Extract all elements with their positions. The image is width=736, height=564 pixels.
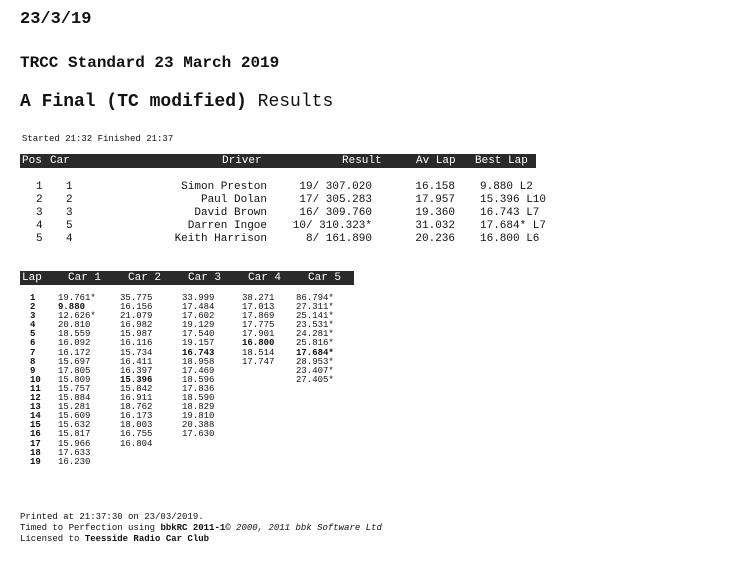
lap-time: 18.762 <box>120 402 153 413</box>
lap-time: 24.281* <box>296 329 334 340</box>
lap-number: 14 <box>30 411 41 422</box>
lap-times-car-2 <box>120 294 152 449</box>
result-car: 5 <box>66 220 73 232</box>
lap-time: 86.794* <box>296 293 334 303</box>
result-av-lap: 16.158 <box>415 181 455 193</box>
lap-time: 33.999 <box>182 293 215 303</box>
lap-time: 16.156 <box>120 302 153 313</box>
results-header-bar <box>20 154 536 168</box>
lap-time: 20.810 <box>58 320 91 331</box>
lap-header-car5: Car 5 <box>308 272 342 284</box>
result-pos: 3 <box>36 207 43 219</box>
result-value: 16/ 309.760 <box>299 207 372 219</box>
lap-number: 1 <box>30 293 36 303</box>
result-best-lap: 16.800 L6 <box>480 233 540 245</box>
lap-time: 18.003 <box>120 420 153 431</box>
lap-time: 25.816* <box>296 338 334 349</box>
race-label: Results <box>257 92 334 112</box>
lap-time: 15.396 <box>120 374 153 385</box>
lap-time: 16.911 <box>120 393 153 404</box>
result-pos: 1 <box>36 181 43 193</box>
lap-time: 15.632 <box>58 420 91 431</box>
lap-number: 5 <box>30 329 36 340</box>
lap-time: 23.407* <box>296 365 334 376</box>
result-av-lap: 19.360 <box>415 207 455 219</box>
lap-time: 16.800 <box>242 338 275 349</box>
result-av-lap: 20.236 <box>415 233 455 245</box>
col-header-car: Car <box>50 155 70 167</box>
lap-number: 2 <box>30 302 36 313</box>
lap-number: 10 <box>30 374 41 385</box>
lap-time: 19.810 <box>182 411 215 422</box>
race-heading <box>20 92 333 112</box>
timed-software: bbkRC 2011-1 <box>160 523 226 533</box>
timed-prefix: Timed to Perfection using <box>20 523 161 533</box>
lap-time: 18.958 <box>182 356 215 367</box>
result-av-lap: 17.957 <box>415 194 455 206</box>
result-value: 17/ 305.283 <box>299 194 372 206</box>
lap-time: 15.884 <box>58 393 91 404</box>
lap-time: 23.531* <box>296 320 334 331</box>
result-best-lap: 16.743 L7 <box>480 207 540 219</box>
lap-time: 35.775 <box>120 293 153 303</box>
lap-time: 17.805 <box>58 365 91 376</box>
lap-time: 17.013 <box>242 302 275 313</box>
lap-time: 17.747 <box>242 356 275 367</box>
result-car: 4 <box>66 233 73 245</box>
licensed-prefix: Licensed to <box>20 534 85 544</box>
lap-number: 6 <box>30 338 36 349</box>
result-value: 19/ 307.020 <box>299 181 372 193</box>
col-header-best-lap: Best Lap <box>475 155 528 167</box>
lap-number-column <box>30 294 41 467</box>
lap-number: 13 <box>30 402 41 413</box>
lap-times-car-3 <box>182 294 214 440</box>
lap-time: 17.469 <box>182 365 215 376</box>
lap-time: 17.602 <box>182 311 215 322</box>
lap-number: 16 <box>30 429 41 440</box>
result-best-lap: 17.684* L7 <box>480 220 547 232</box>
lap-time: 38.271 <box>242 293 275 303</box>
result-car: 2 <box>66 194 73 206</box>
result-value: 10/ 310.323* <box>292 220 372 232</box>
lap-time: 16.804 <box>120 438 153 449</box>
race-name: A Final (TC modified) <box>20 92 247 112</box>
col-header-driver: Driver <box>222 155 262 167</box>
lap-time: 15.697 <box>58 356 91 367</box>
timed-line <box>20 523 382 533</box>
timed-suffix: © 2000, 2011 bbk Software Ltd <box>225 523 382 533</box>
lap-time: 16.116 <box>120 338 153 349</box>
lap-time: 19.129 <box>182 320 215 331</box>
result-pos: 5 <box>36 233 43 245</box>
lap-time: 17.633 <box>58 447 91 458</box>
lap-time: 15.987 <box>120 329 153 340</box>
lap-number: 9 <box>30 365 36 376</box>
col-header-av-lap: Av Lap <box>416 155 456 167</box>
lap-header-car1: Car 1 <box>68 272 102 284</box>
lap-time: 16.172 <box>58 347 91 358</box>
laps-header-bar <box>20 271 354 285</box>
lap-time: 16.743 <box>182 347 215 358</box>
lap-time: 16.982 <box>120 320 153 331</box>
start-finish-times: Started 21:32 Finished 21:37 <box>22 134 174 144</box>
lap-time: 17.836 <box>182 383 215 394</box>
lap-time: 18.596 <box>182 374 215 385</box>
result-pos: 4 <box>36 220 43 232</box>
licensed-line <box>20 534 209 544</box>
lap-time: 18.514 <box>242 347 275 358</box>
lap-header-car2: Car 2 <box>128 272 162 284</box>
licensed-club: Teesside Radio Car Club <box>84 534 210 544</box>
col-header-pos: Pos <box>22 155 42 167</box>
lap-times-car-4 <box>242 294 274 367</box>
result-value: 8/ 161.890 <box>305 233 372 245</box>
lap-time: 17.630 <box>182 429 215 440</box>
lap-time: 15.966 <box>58 438 91 449</box>
lap-time: 16.092 <box>58 338 91 349</box>
event-title: TRCC Standard 23 March 2019 <box>20 54 280 72</box>
lap-time: 17.684* <box>296 347 334 358</box>
lap-time: 15.817 <box>58 429 91 440</box>
lap-time: 15.281 <box>58 402 91 413</box>
lap-number: 15 <box>30 420 41 431</box>
result-driver: Keith Harrison <box>174 233 267 245</box>
lap-time: 16.397 <box>120 365 153 376</box>
lap-time: 17.484 <box>182 302 215 313</box>
lap-time: 19.157 <box>182 338 215 349</box>
lap-time: 20.388 <box>182 420 215 431</box>
lap-time: 17.901 <box>242 329 275 340</box>
result-av-lap: 31.032 <box>415 220 455 232</box>
col-header-result: Result <box>342 155 382 167</box>
lap-time: 17.540 <box>182 329 215 340</box>
lap-time: 27.311* <box>296 302 334 313</box>
lap-time: 9.880 <box>58 302 86 313</box>
lap-time: 27.405* <box>296 374 334 385</box>
result-best-lap: 9.880 L2 <box>480 181 533 193</box>
lap-time: 25.141* <box>296 311 334 322</box>
lap-time: 17.775 <box>242 320 275 331</box>
lap-number: 19 <box>30 456 41 467</box>
lap-number: 17 <box>30 438 41 449</box>
result-car: 3 <box>66 207 73 219</box>
result-car: 1 <box>66 181 73 193</box>
lap-time: 18.829 <box>182 402 215 413</box>
lap-time: 12.626* <box>58 311 96 322</box>
result-driver: Simon Preston <box>181 181 267 193</box>
lap-header-car3: Car 3 <box>188 272 222 284</box>
lap-time: 21.079 <box>120 311 153 322</box>
lap-time: 16.411 <box>120 356 153 367</box>
result-driver: Darren Ingoe <box>187 220 267 232</box>
lap-time: 15.809 <box>58 374 91 385</box>
lap-time: 16.173 <box>120 411 153 422</box>
lap-time: 15.609 <box>58 411 91 422</box>
lap-time: 28.953* <box>296 356 334 367</box>
lap-times-car-5 <box>296 294 334 385</box>
result-driver: Paul Dolan <box>200 194 267 206</box>
printed-at: Printed at 21:37:30 on 23/03/2019. <box>20 512 204 522</box>
lap-header-lap: Lap <box>22 272 42 284</box>
lap-time: 15.842 <box>120 383 153 394</box>
lap-time: 15.734 <box>120 347 153 358</box>
lap-time: 16.230 <box>58 456 91 467</box>
lap-number: 18 <box>30 447 41 458</box>
lap-number: 7 <box>30 347 36 358</box>
lap-time: 16.755 <box>120 429 153 440</box>
lap-time: 17.869 <box>242 311 275 322</box>
lap-number: 11 <box>30 383 41 394</box>
lap-times-car-1 <box>58 294 96 467</box>
result-best-lap: 15.396 L10 <box>480 194 547 206</box>
lap-time: 18.559 <box>58 329 91 340</box>
lap-header-car4: Car 4 <box>248 272 282 284</box>
result-pos: 2 <box>36 194 43 206</box>
lap-number: 8 <box>30 356 36 367</box>
lap-number: 4 <box>30 320 36 331</box>
lap-number: 3 <box>30 311 36 322</box>
event-date: 23/3/19 <box>20 10 92 29</box>
lap-time: 18.590 <box>182 393 215 404</box>
result-driver: David Brown <box>194 207 267 219</box>
lap-number: 12 <box>30 393 41 404</box>
lap-time: 15.757 <box>58 383 91 394</box>
lap-time: 19.761* <box>58 293 96 303</box>
